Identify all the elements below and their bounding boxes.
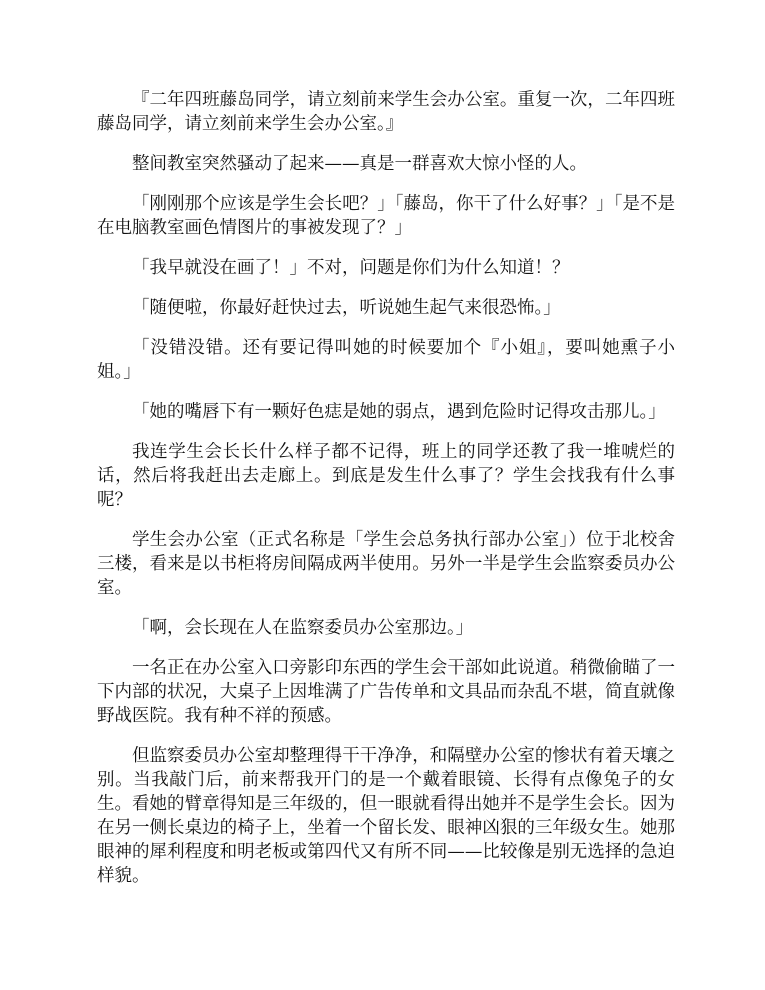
paragraph-denial: 「我早就没在画了！」不对，问题是你们为什么知道！？	[132, 258, 570, 278]
paragraph-kicked-out: 我连学生会长长什么样子都不记得，班上的同学还教了我一堆唬烂的话，然后将我赶出去走廊上。到底是发生什么事了？学生会找我有什么事呢？	[97, 442, 675, 510]
paragraph-president-location: 「啊，会长现在人在监察委员办公室那边。」	[132, 618, 474, 638]
document-page	[97, 88, 675, 904]
paragraph-messy-office: 一名正在办公室入口旁影印东西的学生会干部如此说道。稍微偷瞄了一下内部的状况，大桌子上因堆满了广告传单和文具品而杂乱不堪，简直就像野战医院。我有种不祥的预感。	[97, 658, 675, 726]
paragraph-classroom-commotion: 整间教室突然骚动了起来——真是一群喜欢大惊小怪的人。	[132, 154, 587, 174]
paragraph-office-location: 学生会办公室（正式名称是「学生会总务执行部办公室」）位于北校舍三楼，看来是以书柜将房间隔成两半使用。另外一半是学生会监察委员办公室。	[97, 530, 675, 598]
paragraph-honorific-advice: 「没错没错。还有要记得叫她的时候要加个『小姐』，要叫她熏子小姐。」	[97, 338, 675, 382]
paragraph-weakness-advice: 「她的嘴唇下有一颗好色痣是她的弱点，遇到危险时记得攻击那儿。」	[132, 402, 666, 422]
paragraph-announcement: 『二年四班藤岛同学，请立刻前来学生会办公室。重复一次，二年四班藤岛同学，请立刻前来学生会办公室。』	[97, 90, 675, 134]
paragraph-warning: 「随便啦，你最好赶快过去，听说她生起气来很恐怖。」	[132, 298, 561, 318]
paragraph-classmates-questions: 「刚刚那个应该是学生会长吧？」「藤岛，你干了什么好事？」「是不是在电脑教室画色情图片的事被发现了？」	[97, 194, 675, 238]
paragraph-inspection-office: 但监察委员办公室却整理得干干净净，和隔壁办公室的惨状有着天壤之别。当我敲门后，前来帮我开门的是一个戴着眼镜、长得有点像兔子的女生。看她的臂章得知是三年级的，但一眼就看得出她并不是学生会长。因为在另一侧长桌边的椅子上，坐着一个留长发、眼神凶狠的三年级女生。她那眼神的犀利程度和明老板或第四代又有所不同——比较像是别无选择的急迫样貌。	[97, 746, 675, 886]
